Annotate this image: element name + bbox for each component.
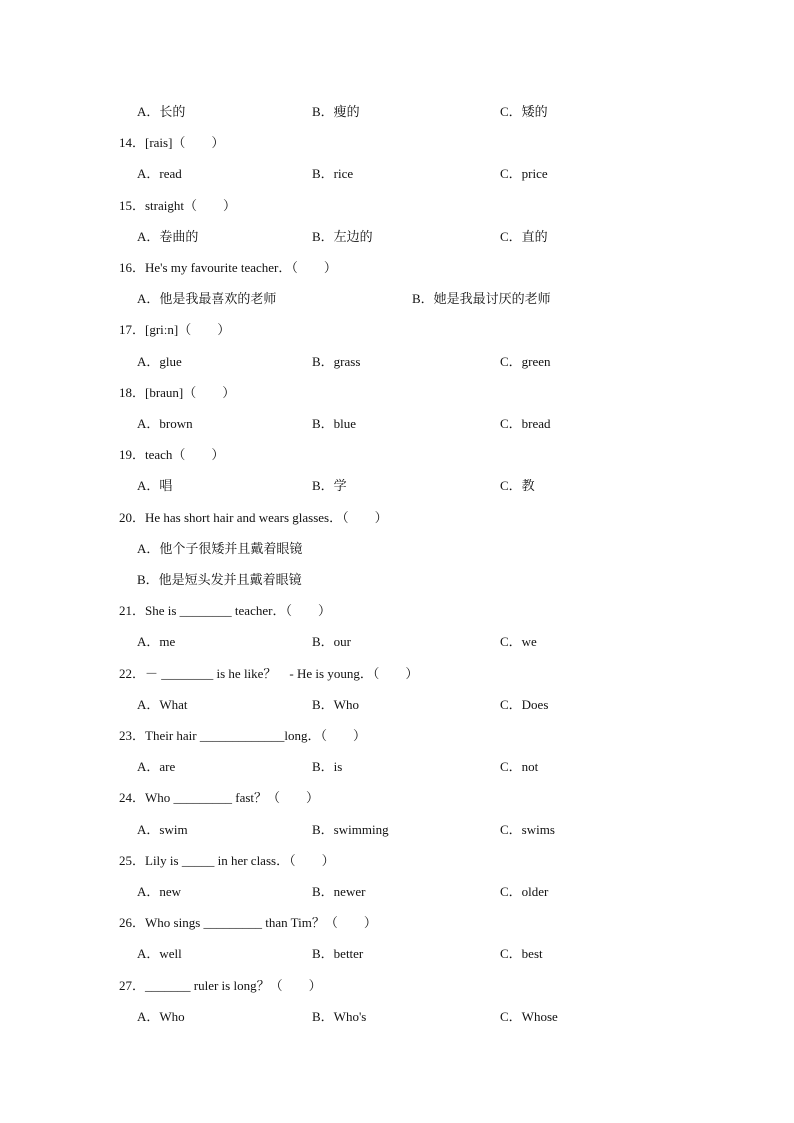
- option: B．他是短头发并且戴着眼镜: [137, 572, 302, 587]
- option-b: B．瘦的: [312, 104, 360, 119]
- option-b: B．blue: [312, 416, 357, 431]
- option-c: C．矮的: [500, 104, 548, 119]
- answer-options: [0, 632, 794, 652]
- question-text: 26．Who sings _________ than Tim？（ ）: [119, 915, 377, 931]
- option-a: A．swim: [137, 821, 188, 837]
- option: A．他个子很矮并且戴着眼镜: [137, 540, 303, 556]
- option-b: B．Who: [312, 696, 359, 712]
- option-b: B．newer: [312, 884, 366, 899]
- option-a: A．Who: [137, 1008, 185, 1024]
- option-a: A．are: [137, 759, 176, 775]
- answer-options: [0, 414, 794, 434]
- answer-options: [0, 882, 794, 902]
- option-c: C．older: [500, 884, 549, 899]
- option-a: A．唱: [137, 478, 173, 494]
- option-c: C．直的: [500, 228, 548, 244]
- option-c: C．swims: [500, 821, 555, 837]
- option-a: A．me: [137, 634, 176, 650]
- question-text: 25．Lily is _____ in her class．（ ）: [119, 852, 335, 868]
- option-b: B．左边的: [312, 228, 373, 244]
- question-stem: [0, 664, 794, 684]
- option-c: C．not: [500, 759, 539, 775]
- question-text: 24．Who _________ fast？（ ）: [119, 790, 320, 806]
- option-b: B．她是我最讨厌的老师: [412, 291, 551, 307]
- option-a: A．What: [137, 696, 188, 712]
- option-b: B．better: [312, 946, 364, 962]
- question-text: 23．Their hair _____________long．（ ）: [119, 728, 366, 743]
- question-stem: [0, 258, 794, 278]
- question-text: 20．He has short hair and wears glasses．（ ）: [119, 509, 388, 525]
- option-c: C．Does: [500, 696, 549, 712]
- option-b: B．is: [312, 759, 343, 775]
- question-stem: [0, 133, 794, 153]
- answer-options: [0, 757, 794, 777]
- question-stem: [0, 976, 794, 996]
- answer-options: [0, 227, 794, 247]
- option-c: C．Whose: [500, 1008, 558, 1024]
- answer-options: [0, 102, 794, 122]
- question-text: 17．[griːn]（ ）: [119, 322, 231, 338]
- question-stem: [0, 383, 794, 403]
- option-b: B．swimming: [312, 821, 389, 837]
- option-a: A．卷曲的: [137, 228, 199, 244]
- option-b: B．学: [312, 478, 347, 494]
- option-a: A．glue: [137, 353, 182, 369]
- question-stem: [0, 601, 794, 621]
- option-a: A．well: [137, 946, 182, 962]
- option-a: A．他是我最喜欢的老师: [137, 291, 277, 307]
- question-stem: [0, 508, 794, 528]
- question-text: 15．straight（ ）: [119, 197, 236, 213]
- option-b: B．rice: [312, 166, 354, 182]
- answer-options: [0, 1007, 794, 1027]
- question-text: 22．－ ________ is he like？ - He is young．（ ）: [119, 665, 419, 681]
- question-stem: [0, 851, 794, 871]
- option-a: A．brown: [137, 416, 193, 431]
- option-c: C．price: [500, 166, 548, 182]
- answer-options: [0, 820, 794, 840]
- answer-option-line: [0, 570, 794, 590]
- question-text: 16．He's my favourite teacher．（ ）: [119, 260, 337, 275]
- answer-options: [0, 695, 794, 715]
- question-stem: [0, 788, 794, 808]
- answer-option-line: [0, 539, 794, 559]
- question-text: 27．_______ ruler is long？（ ）: [119, 977, 322, 993]
- option-a: A．长的: [137, 104, 186, 119]
- option-b: B．our: [312, 634, 352, 650]
- question-text: 19．teach（ ）: [119, 447, 225, 463]
- answer-options: [0, 476, 794, 496]
- question-stem: [0, 913, 794, 933]
- option-a: A．new: [137, 884, 182, 899]
- option-c: C．best: [500, 946, 543, 962]
- answer-options: [0, 352, 794, 372]
- question-stem: [0, 726, 794, 746]
- answer-options: [0, 164, 794, 184]
- option-c: C．教: [500, 478, 535, 494]
- option-b: B．grass: [312, 353, 361, 369]
- question-text: 18．[braun]（ ）: [119, 384, 236, 400]
- question-stem: [0, 320, 794, 340]
- option-c: C．we: [500, 634, 537, 650]
- question-text: 21．She is ________ teacher．（ ）: [119, 603, 331, 619]
- question-stem: [0, 445, 794, 465]
- answer-options: [0, 289, 794, 309]
- option-a: A．read: [137, 166, 182, 182]
- option-b: B．Who's: [312, 1008, 367, 1024]
- question-text: 14．[rais]（ ）: [119, 135, 225, 151]
- answer-options: [0, 944, 794, 964]
- option-c: C．bread: [500, 416, 551, 431]
- option-c: C．green: [500, 353, 551, 369]
- question-stem: [0, 196, 794, 216]
